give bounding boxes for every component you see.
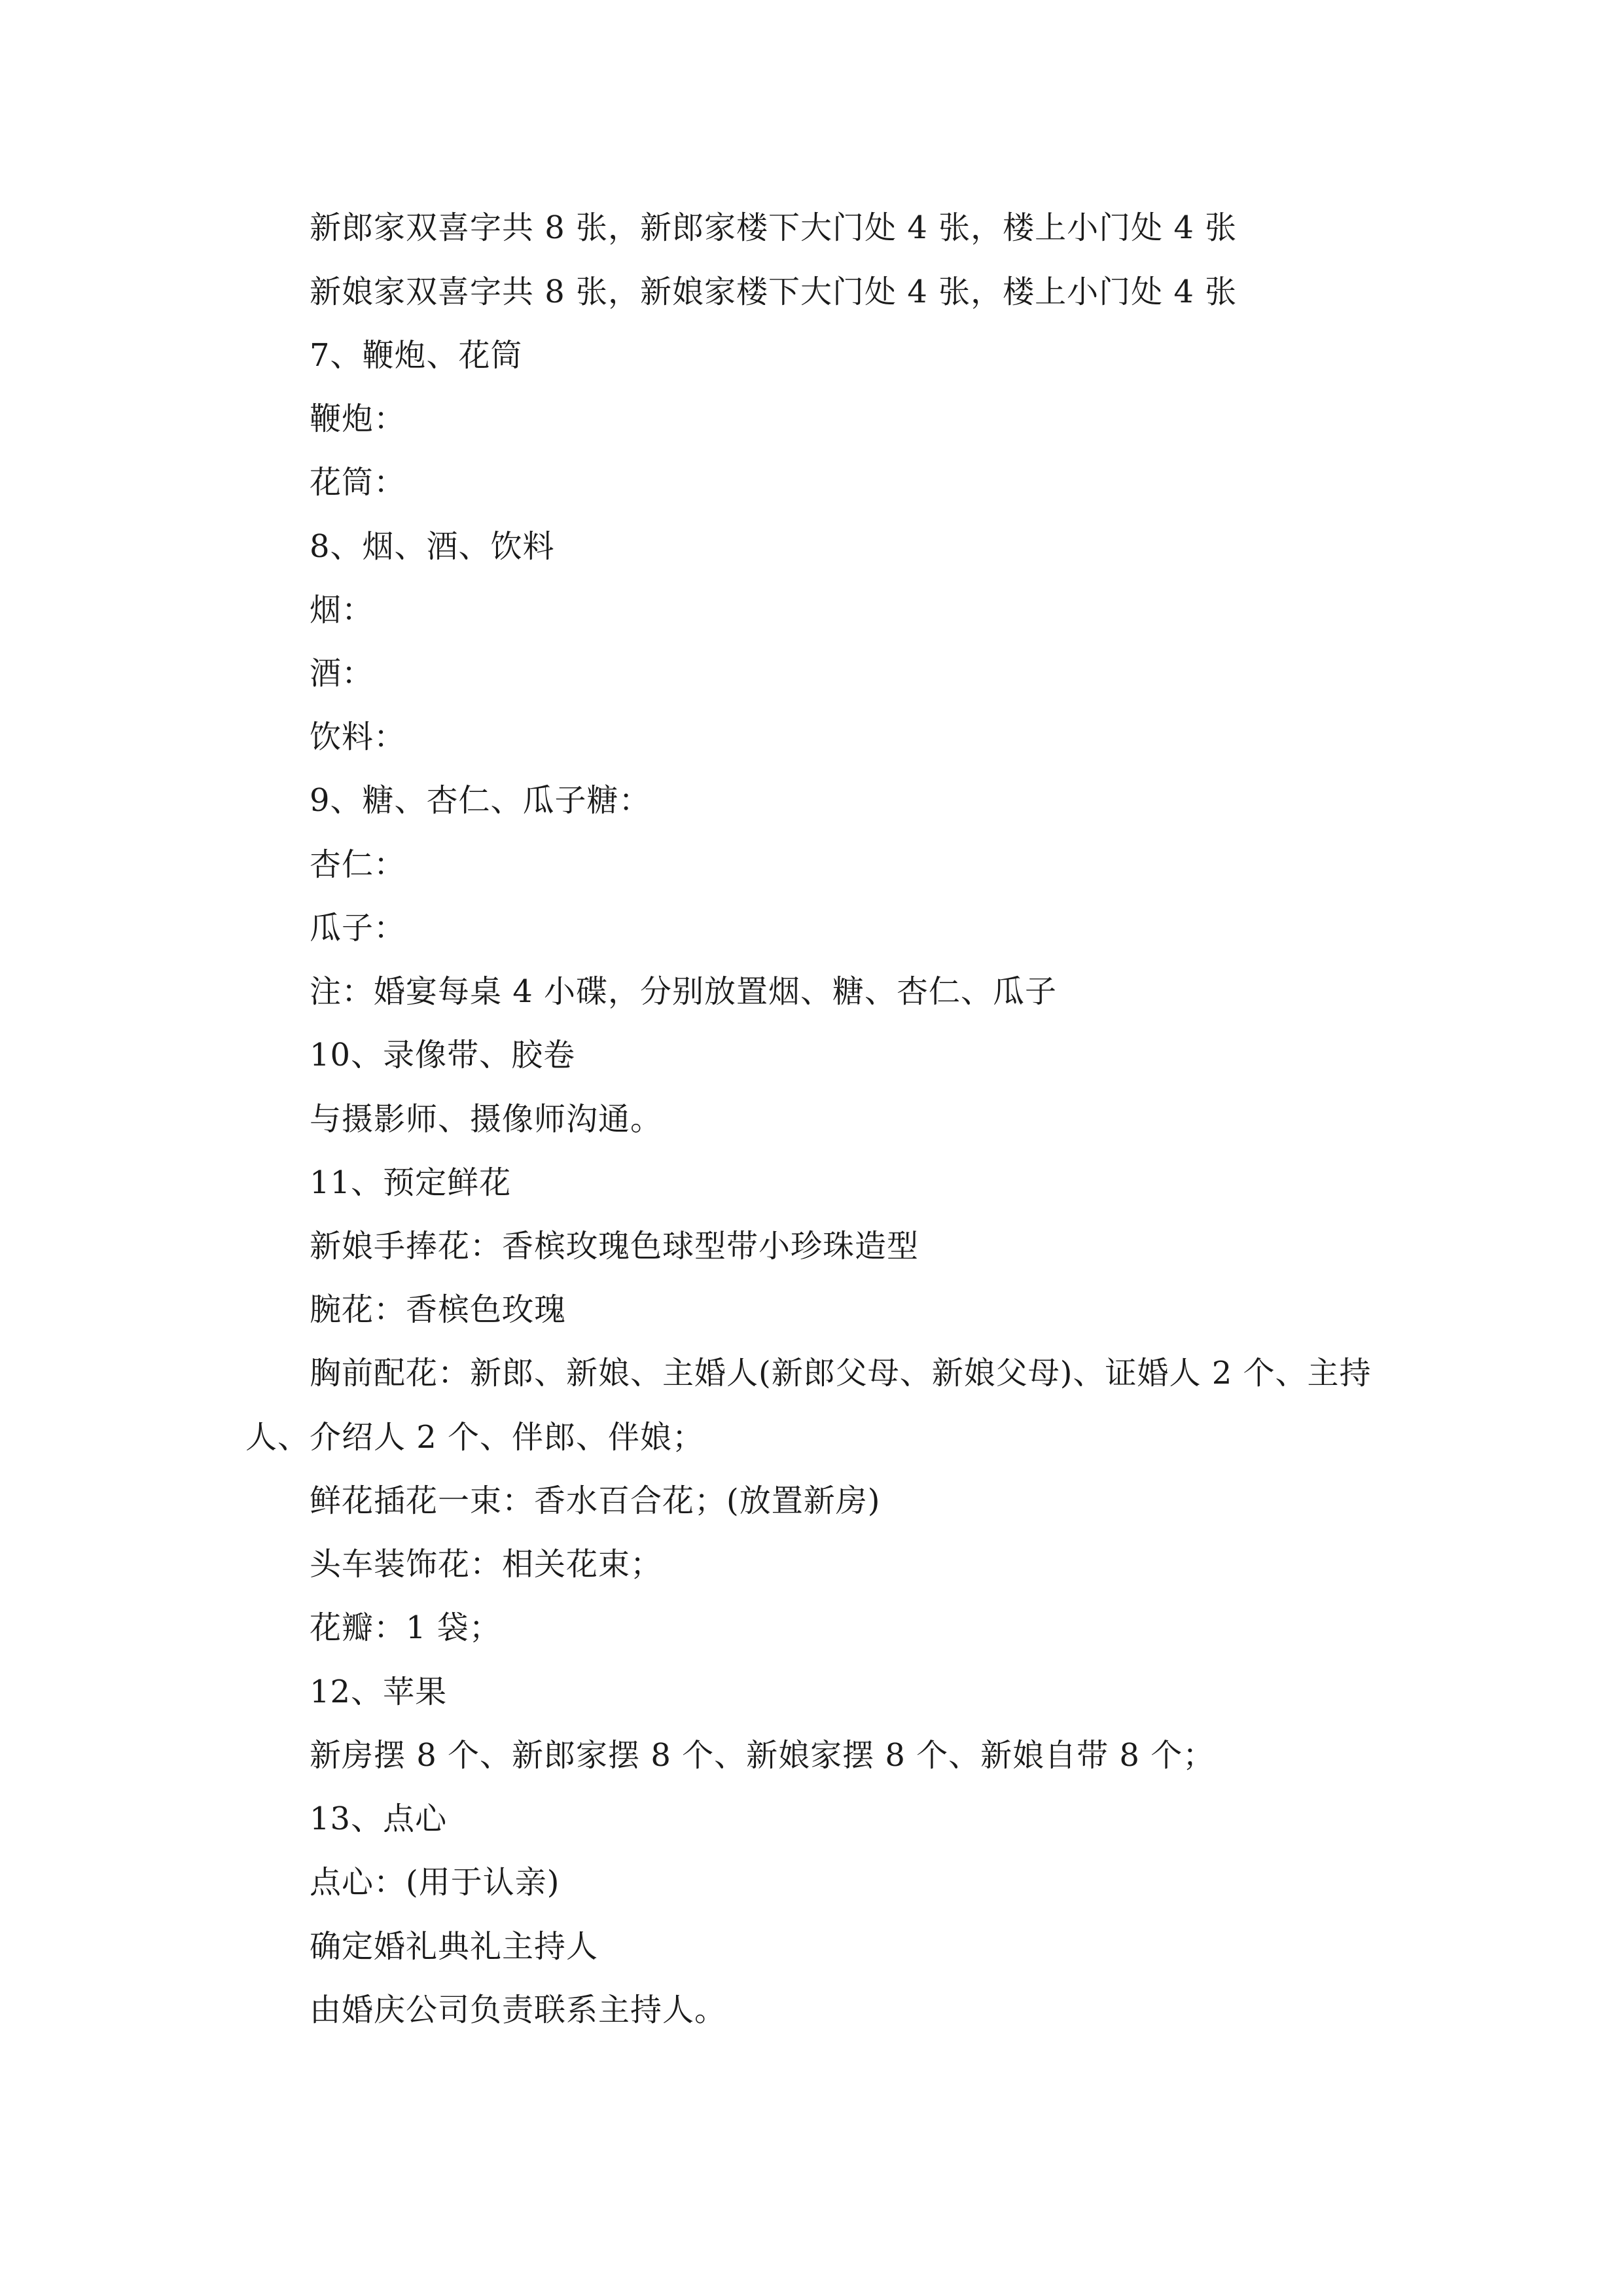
text-line-almonds: 杏仁：: [310, 846, 406, 883]
text-line-pastries: 点心：(用于认亲): [310, 1864, 560, 1901]
text-line-flower-arrangement: 鲜花插花一束：香水百合花；(放置新房): [310, 1482, 881, 1519]
section-heading-video-film: 10、录像带、胶卷: [310, 1037, 576, 1073]
text-line-bridal-bouquet: 新娘手捧花：香槟玫瑰色球型带小珍珠造型: [310, 1228, 919, 1265]
text-line-wine: 酒：: [310, 655, 374, 692]
text-line-corsage: 胸前配花：新郎、新娘、主婚人(新郎父母、新娘父母)、证婚人 2 个、主持: [310, 1355, 1372, 1391]
text-line-car-flowers: 头车装饰花：相关花束；: [310, 1546, 663, 1583]
text-line-corsage-continued: 人、介绍人 2 个、伴郎、伴娘；: [245, 1419, 705, 1456]
text-line-note-banquet: 注：婚宴每桌 4 小碟，分别放置烟、糖、杏仁、瓜子: [310, 973, 1058, 1010]
section-heading-flowers: 11、预定鲜花: [310, 1164, 512, 1201]
section-heading-candy-almonds-seeds: 9、糖、杏仁、瓜子糖：: [310, 782, 651, 819]
text-line-wrist-flower: 腕花：香槟色玫瑰: [310, 1291, 567, 1328]
text-line-petals: 花瓣：1 袋；: [310, 1609, 501, 1646]
text-line-apples: 新房摆 8 个、新郎家摆 8 个、新娘家摆 8 个、新娘自带 8 个；: [310, 1737, 1215, 1774]
section-heading-firecrackers: 7、鞭炮、花筒: [310, 337, 523, 374]
text-line-drinks: 饮料：: [310, 719, 406, 755]
section-heading-pastries: 13、点心: [310, 1801, 448, 1837]
text-line-fireworks: 花筒：: [310, 464, 406, 501]
text-line-confirm-host: 确定婚礼典礼主持人: [310, 1928, 599, 1965]
text-line-bride-home-xi-characters: 新娘家双喜字共 8 张，新娘家楼下大门处 4 张，楼上小门处 4 张: [310, 274, 1238, 310]
section-heading-cigarettes-wine-drinks: 8、烟、酒、饮料: [310, 528, 555, 565]
section-heading-apples: 12、苹果: [310, 1674, 448, 1710]
text-line-host-contact: 由婚庆公司负责联系主持人。: [310, 1992, 727, 2028]
text-line-melon-seeds: 瓜子：: [310, 910, 406, 946]
text-line-photographer: 与摄影师、摄像师沟通。: [310, 1101, 663, 1138]
text-line-groom-home-xi-characters: 新郎家双喜字共 8 张，新郎家楼下大门处 4 张，楼上小门处 4 张: [310, 209, 1238, 246]
text-line-firecrackers: 鞭炮：: [310, 401, 406, 437]
text-line-cigarettes: 烟：: [310, 592, 374, 628]
